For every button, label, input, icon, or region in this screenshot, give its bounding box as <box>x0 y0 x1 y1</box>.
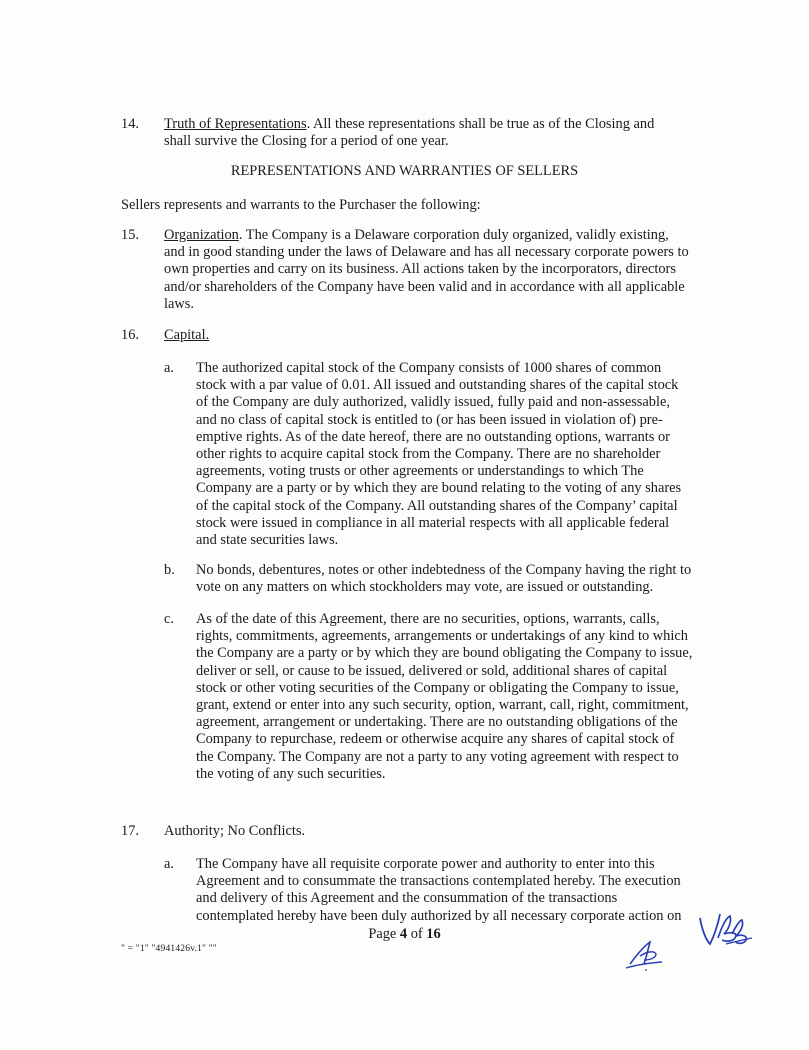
item-16b-text: No bonds, debentures, notes or other indebtedness of the Company having the right to vote on any matters on which stockholders may vote, are issued or outstanding. <box>196 562 692 596</box>
section-number-16: 16. <box>121 327 139 343</box>
item-17a-letter: a. <box>164 856 174 872</box>
section-15-heading: Organization <box>164 227 239 243</box>
section-number-15: 15. <box>121 227 139 243</box>
section-17-heading: Authority; No Conflicts. <box>164 823 306 839</box>
section-15-text: . The Company is a Delaware corporation duly organized, validly existing, and in good standing under the laws of Delaware and has all necessary corporate powers to own properties and carry on its business. All actions taken by the incorporators, directors and/or shareholders of the Company have been valid and in accordance with all applicable laws. <box>164 227 689 312</box>
item-17a-text: The Company have all requisite corporate power and authority to enter into this Agreement and to consummate the transactions contemplated hereby. The execution and delivery of this Agreement and the consummation of the transactions contemplated hereby have been duly authorized by all necessary corporate action on <box>196 856 682 924</box>
section-14-paragraph <box>164 116 684 150</box>
document-id: " = "1" "4941426v.1" "" <box>121 944 217 954</box>
item-16c-text: As of the date of this Agreement, there are no securities, options, warrants, calls, rights, commitments, agreements, arrangements or undertakings of any kind to which the Company are a party or by which they are bound obligating the Company to issue, deliver or sell, or cause to be issued, delivered or sold, additional shares of capital stock or other voting securities of the Company or obligating the Company to issue, grant, extend or enter into any such security, option, warrant, call, right, commitment, agreement, arrangement or undertaking. There are no outstanding obligations of the Company to repurchase, redeem or otherwise acquire any shares of capital stock of the Company. The Company are not a party to any voting agreement with respect to the voting of any such securities. <box>196 611 693 782</box>
item-16b-letter: b. <box>164 562 175 578</box>
initials-signature-2 <box>696 908 754 950</box>
intro-text: Sellers represents and warrants to the Purchaser the following: <box>121 197 481 213</box>
page-number <box>0 926 809 943</box>
item-16c-letter: c. <box>164 611 174 627</box>
section-title: REPRESENTATIONS AND WARRANTIES OF SELLERS <box>230 163 579 179</box>
page-total: 16 <box>426 926 441 942</box>
page-of: of <box>407 926 427 942</box>
initials-signature-1 <box>622 938 670 972</box>
item-16a-letter: a. <box>164 360 174 376</box>
section-14-heading: Truth of Representations <box>164 116 307 132</box>
page-prefix: Page <box>368 926 400 942</box>
item-16a-text: The authorized capital stock of the Company consists of 1000 shares of common stock with a par value of 0.01. All issued and outstanding shares of the capital stock of the Company are duly authorized, validly issued, fully paid and non-assessable, and no class of capital stock is entitled to (or has been issued in violation of) pre-emptive rights. As of the date hereof, there are no outstanding options, warrants or other rights to acquire capital stock from the Company. There are no shareholder agreements, voting trusts or other agreements or understandings to which The Company are a party or by which they are bound relating to the voting of any shares of the capital stock of the Company. All outstanding shares of the Company’ capital stock were issued in compliance in all material respects with all applicable federal and state securities laws. <box>196 360 682 549</box>
section-number-17: 17. <box>121 823 139 839</box>
page-current: 4 <box>399 926 408 942</box>
section-14-text: . All these representations shall be true as of the Closing and shall survive the Closing for a period of one year. <box>164 116 655 150</box>
section-15-paragraph <box>164 227 692 313</box>
section-16-heading: Capital. <box>164 327 210 343</box>
section-number-14: 14. <box>121 116 139 132</box>
